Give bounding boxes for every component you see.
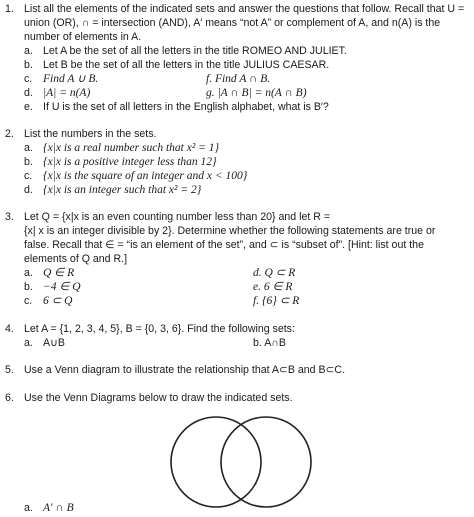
q2a-letter: a. bbox=[24, 142, 33, 154]
q3-intro-line-1: Let Q = {x|x is an even counting number less than 20} and let R = bbox=[24, 211, 331, 223]
q1-intro-line-3: number of elements in A. bbox=[24, 31, 142, 43]
q3-intro-line-3: false. Recall that ∈ = “is an element of the set”, and ⊂ is “subset of”. [Hint: list out the bbox=[24, 239, 424, 251]
q3c-text: 6 ⊂ Q bbox=[43, 295, 73, 307]
q3e-text: e. 6 ∈ R bbox=[253, 281, 293, 293]
q3-number: 3. bbox=[5, 211, 14, 223]
q4-number: 4. bbox=[5, 323, 14, 335]
q1e-text: If U is the set of all letters in the English alphabet, what is B′? bbox=[43, 101, 329, 113]
q1b-text: Let B be the set of all the letters in the title JULIUS CAESAR. bbox=[43, 59, 330, 71]
q1c-text: Find A ∪ B. bbox=[43, 73, 99, 85]
q3-intro-line-2: {x| x is an integer divisible by 2}. Determine whether the following statements are true or bbox=[24, 225, 436, 237]
q2d-text: {x|x is an integer such that x² = 2} bbox=[43, 184, 202, 196]
q1g-text: g. |A ∩ B| = n(A ∩ B) bbox=[206, 87, 307, 99]
q3-intro-line-4: elements of Q and R.] bbox=[24, 253, 128, 265]
q2b-letter: b. bbox=[24, 156, 33, 168]
q1f-text: f. Find A ∩ B. bbox=[206, 73, 271, 85]
q3b-text: −4 ∈ Q bbox=[43, 281, 81, 293]
q2c-text: {x|x is the square of an integer and x < 100} bbox=[43, 170, 248, 182]
q5-number: 5. bbox=[5, 364, 14, 376]
q3a-letter: a. bbox=[24, 267, 33, 279]
q4b-text: b. A∩B bbox=[253, 337, 286, 349]
q4a-letter: a. bbox=[24, 337, 33, 349]
q6a-letter: a. bbox=[24, 502, 33, 514]
q3a-text: Q ∈ R bbox=[43, 267, 75, 279]
q1b-letter: b. bbox=[24, 59, 33, 71]
q1-intro-line-2: union (OR), ∩ = intersection (AND), A′ means “not A” or complement of A, and n(A) is the bbox=[24, 17, 441, 29]
q2b-text: {x|x is a positive integer less than 12} bbox=[43, 156, 217, 168]
q2c-letter: c. bbox=[24, 170, 33, 182]
q1-number: 1. bbox=[5, 3, 14, 15]
q1c-letter: c. bbox=[24, 73, 33, 85]
q5-text: Use a Venn diagram to illustrate the relationship that A⊂B and B⊂C. bbox=[24, 364, 346, 376]
q3b-letter: b. bbox=[24, 281, 33, 293]
q1d-letter: d. bbox=[24, 87, 33, 99]
venn-circle-right bbox=[221, 417, 311, 507]
q3c-letter: c. bbox=[24, 295, 33, 307]
q1-intro-line-1: List all the elements of the indicated sets and answer the questions that follow. Recall that U = bbox=[24, 3, 465, 15]
venn-circle-left bbox=[171, 417, 261, 507]
q6-number: 6. bbox=[5, 392, 14, 404]
q1a-text: Let A be the set of all the letters in the title ROMEO AND JULIET. bbox=[43, 45, 347, 57]
q1d-text: |A| = n(A) bbox=[43, 87, 91, 99]
q1e-letter: e. bbox=[24, 101, 33, 113]
q4-intro: Let A = {1, 2, 3, 4, 5}, B = {0, 3, 6}. Find the following sets: bbox=[24, 323, 295, 335]
q1a-letter: a. bbox=[24, 45, 33, 57]
q3f-text: f. {6} ⊂ R bbox=[253, 295, 300, 307]
q6-text: Use the Venn Diagrams below to draw the indicated sets. bbox=[24, 392, 293, 404]
q2-number: 2. bbox=[5, 128, 14, 140]
q6a-text: A′ ∩ B bbox=[43, 502, 74, 514]
q4a-text: A∪B bbox=[43, 337, 65, 349]
q2-intro: List the numbers in the sets. bbox=[24, 128, 157, 140]
q2d-letter: d. bbox=[24, 184, 33, 196]
q2a-text: {x|x is a real number such that x² = 1} bbox=[43, 142, 220, 154]
q3d-text: d. Q ⊂ R bbox=[253, 267, 296, 279]
